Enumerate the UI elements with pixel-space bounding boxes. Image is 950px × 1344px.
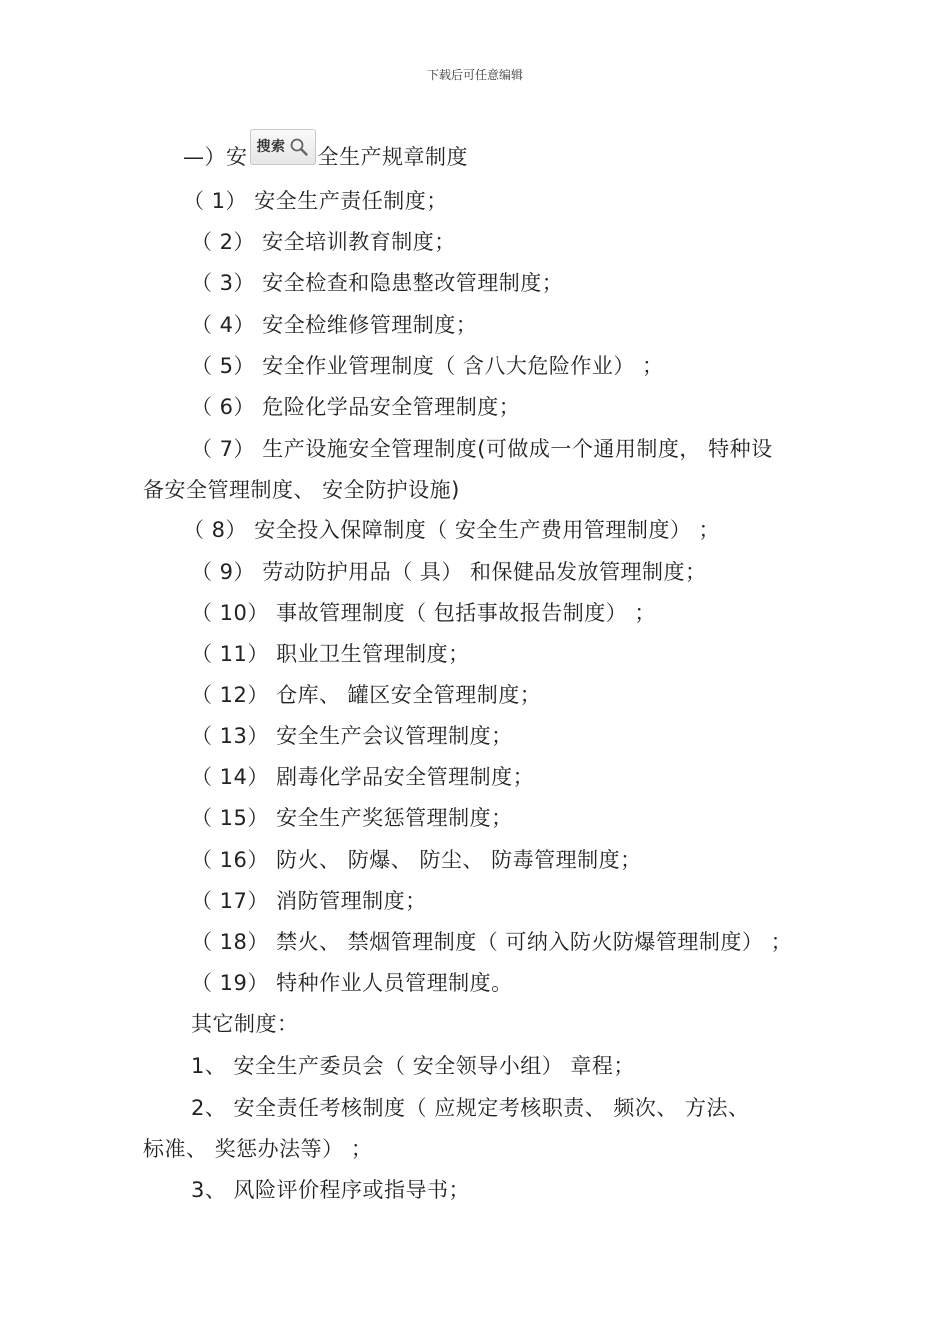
list-item: （ 14） 剧毒化学品安全管理制度； [191, 765, 535, 789]
list-item-continuation: 备安全管理制度、 安全防护设施) [143, 478, 460, 502]
list-item: （ 10） 事故管理制度（ 包括事故报告制度） ； [191, 601, 656, 625]
list-item: （ 12） 仓库、 罐区安全管理制度； [191, 683, 542, 707]
section-title-suffix: 全生产规章制度 [317, 145, 468, 169]
section-title [183, 139, 468, 175]
list-item: 1、 安全生产委员会（ 安全领导小组） 章程； [191, 1054, 635, 1078]
list-item: （ 16） 防火、 防爆、 防尘、 防毒管理制度； [191, 848, 642, 872]
list-item: 2、 安全责任考核制度（ 应规定考核职责、 频次、 方法、 [191, 1096, 750, 1120]
list-item: （ 15） 安全生产奖惩管理制度； [191, 806, 513, 830]
search-button-label: 搜索 [256, 139, 286, 155]
page-header: 下载后可任意编辑 [426, 68, 523, 82]
list-item: （ 13） 安全生产会议管理制度； [191, 724, 513, 748]
list-item: （ 5） 安全作业管理制度（ 含八大危险作业） ； [191, 354, 664, 378]
list-item: （ 6） 危险化学品安全管理制度； [191, 395, 521, 419]
list-item: （ 3） 安全检查和隐患整改管理制度； [191, 271, 564, 295]
search-button[interactable] [250, 129, 316, 165]
list-item: （ 19） 特种作业人员管理制度。 [191, 971, 513, 995]
list-item: （ 9） 劳动防护用品（ 具） 和保健品发放管理制度； [191, 560, 707, 584]
list-item: （ 2） 安全培训教育制度； [191, 230, 456, 254]
list-item: 3、 风险评价程序或指导书； [191, 1178, 471, 1202]
list-item: （ 4） 安全检维修管理制度； [191, 313, 478, 337]
list-item: （ 7） 生产设施安全管理制度(可做成一个通用制度， 特种设 [191, 437, 773, 461]
list-item: （ 18） 禁火、 禁烟管理制度（ 可纳入防火防爆管理制度） ； [191, 930, 793, 954]
list-item: （ 1） 安全生产责任制度； [183, 189, 448, 213]
magnifier-icon [289, 137, 309, 157]
list-item: （ 17） 消防管理制度； [191, 889, 427, 913]
section-title-prefix: —）安 [183, 145, 248, 169]
list-item: （ 11） 职业卫生管理制度； [191, 642, 470, 666]
list-item: （ 8） 安全投入保障制度（ 安全生产费用管理制度） ； [183, 518, 721, 542]
list-item-continuation: 标准、 奖惩办法等） ； [143, 1137, 373, 1161]
other-rules-heading: 其它制度： [191, 1012, 299, 1036]
